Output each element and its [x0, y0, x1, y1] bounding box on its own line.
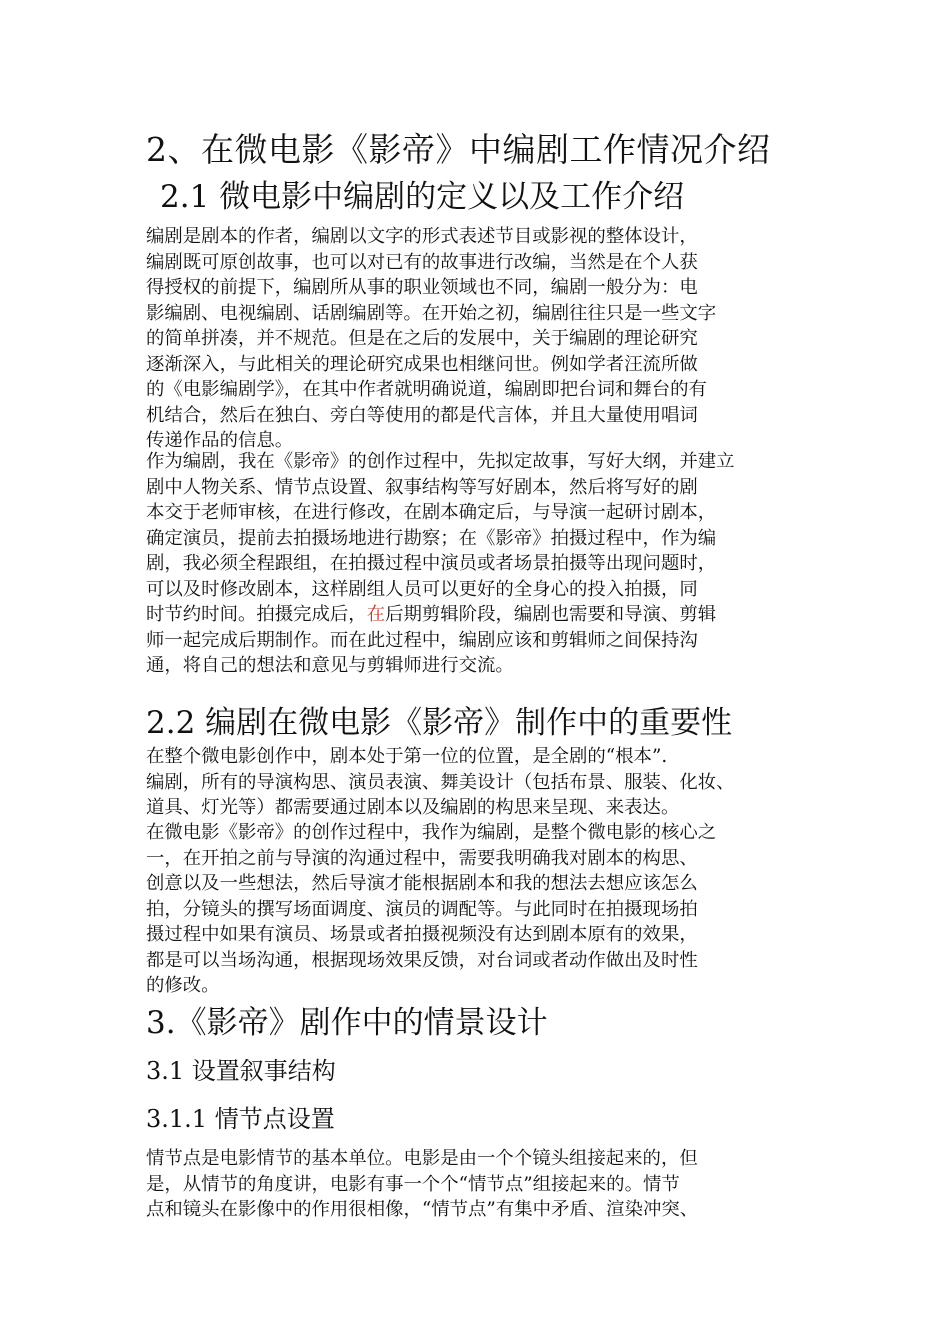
- text-line: 拍，分镜头的撰写场面调度、演员的调配等。与此同时在拍摄现场拍: [146, 898, 698, 920]
- text-line: 传递作品的信息。: [146, 430, 294, 451]
- text-line: 编剧既可原创故事，也可以对已有的故事进行改编，当然是在个人获: [146, 251, 698, 273]
- heading-section-2: 2、在微电影《影帝》中编剧工作情况介绍: [146, 130, 771, 169]
- text-line: 的《电影编剧学》，在其中作者就明确说道，编剧即把台词和舞台的有: [146, 379, 707, 400]
- text-line: 机结合，然后在独白、旁白等使用的都是代言体，并且大量使用唱词: [146, 404, 698, 426]
- text-line: 编剧是剧本的作者，编剧以文字的形式表述节目或影视的整体设计，: [146, 226, 698, 247]
- text-fragment: 后期剪辑阶段，编剧也需要和导演、剪辑: [385, 604, 717, 625]
- heading-section-2-1: 2.1 微电影中编剧的定义以及工作介绍: [160, 179, 685, 215]
- text-line: 作为编剧，我在《影帝》的创作过程中，先拟定故事，写好大纲，并建立: [146, 451, 735, 472]
- text-line: 是，从情节的角度讲，电影有事一个个“情节点”组接起来的。情节: [146, 1173, 680, 1195]
- text-line: 剧，我必须全程跟组，在拍摄过程中演员或者场景拍摄等出现问题时，: [146, 553, 717, 574]
- text-line: 都是可以当场沟通，根据现场效果反馈，对台词或者动作做出及时性: [146, 949, 698, 971]
- text-line: 的简单拼凑，并不规范。但是在之后的发展中，关于编剧的理论研究: [146, 328, 698, 349]
- text-line: 本交于老师审核，在进行修改，在剧本确定后，与导演一起研讨剧本，: [146, 502, 717, 523]
- text-line: 情节点是电影情节的基本单位。电影是由一个个镜头组接起来的，但: [146, 1148, 698, 1169]
- paragraph-screenwriter-core-role: [146, 820, 826, 999]
- text-line: 确定演员，提前去拍摄场地进行勘察；在《影帝》拍摄过程中，作为编: [146, 527, 717, 549]
- text-line: 编剧，所有的导演构思、演员表演、舞美设计（包括布景、服装、化妆、: [146, 771, 735, 793]
- heading-section-3-1-1: 3.1.1 情节点设置: [146, 1105, 335, 1133]
- heading-section-2-2: 2.2 编剧在微电影《影帝》制作中的重要性: [146, 705, 733, 741]
- heading-section-3: 3.《影帝》剧作中的情景设计: [146, 1005, 548, 1041]
- text-line: 可以及时修改剧本，这样剧组人员可以更好的全身心的投入拍摄，同: [146, 578, 698, 600]
- text-line: 在整个微电影创作中，剧本处于第一位的位置，是全剧的“根本”.: [146, 746, 668, 767]
- text-line: 通，将自己的想法和意见与剪辑师进行交流。: [146, 655, 514, 676]
- text-line: 影编剧、电视编剧、话剧编剧等。在开始之初，编剧往往只是一些文字: [146, 302, 717, 324]
- text-line: 的修改。: [146, 975, 220, 996]
- paragraph-screenwriter-work: [146, 449, 826, 679]
- text-line: 一，在开拍之前与导演的沟通过程中，需要我明确我对剧本的构思、: [146, 847, 698, 869]
- highlighted-word: 在: [366, 604, 386, 625]
- text-line: 师一起完成后期制作。而在此过程中，编剧应该和剪辑师之间保持沟: [146, 629, 698, 651]
- text-line: 摄过程中如果有演员、场景或者拍摄视频没有达到剧本原有的效果，: [146, 924, 698, 945]
- paragraph-screenwriter-definition: [146, 224, 826, 454]
- text-line: 点和镜头在影像中的作用很相像，“情节点”有集中矛盾、渲染冲突、: [146, 1199, 699, 1220]
- text-fragment: 时节约时间。拍摄完成后，: [146, 604, 367, 625]
- text-line: 创意以及一些想法，然后导演才能根据剧本和我的想法去想应该怎么: [146, 873, 698, 894]
- text-line: 在微电影《影帝》的创作过程中，我作为编剧，是整个微电影的核心之: [146, 822, 717, 843]
- text-line: 逐渐深入，与此相关的理论研究成果也相继问世。例如学者汪流所做: [146, 353, 698, 375]
- text-line-with-highlight: [146, 602, 826, 628]
- text-line: 得授权的前提下，编剧所从事的职业领域也不同，编剧一般分为：电: [146, 277, 698, 298]
- heading-section-3-1: 3.1 设置叙事结构: [146, 1057, 336, 1085]
- text-line: 剧中人物关系、情节点设置、叙事结构等写好剧本，然后将写好的剧: [146, 476, 698, 498]
- paragraph-script-importance: [146, 744, 826, 821]
- text-line: 道具、灯光等）都需要通过剧本以及编剧的构思来呈现、来表达。: [146, 797, 680, 818]
- paragraph-plot-points: [146, 1146, 826, 1223]
